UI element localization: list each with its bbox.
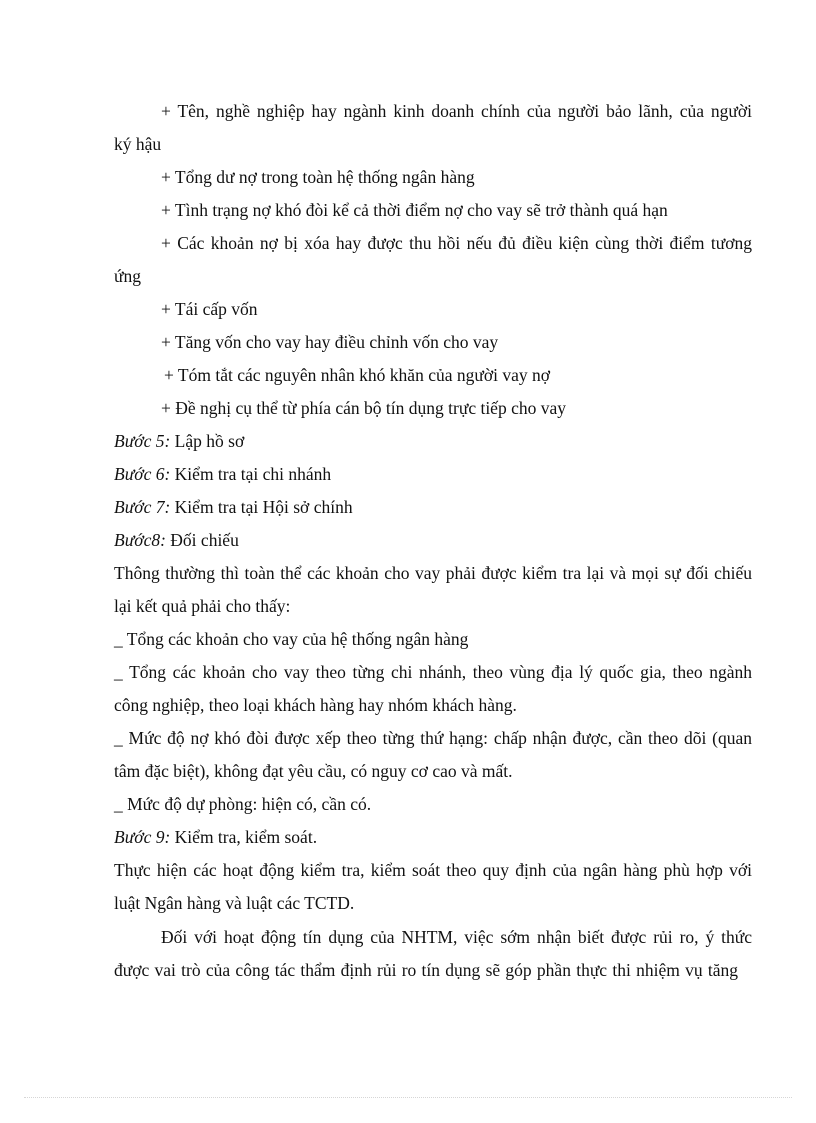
paragraph-line: + Tăng vốn cho vay hay điều chỉnh vốn cho vay xyxy=(161,332,499,352)
step-text: Kiểm tra tại chi nhánh xyxy=(170,464,332,484)
step-label: Bước 6: xyxy=(114,464,171,484)
step-label: Bước 5: xyxy=(114,431,171,451)
paragraph-line: ứng xyxy=(114,266,141,286)
step-8-line xyxy=(114,529,239,551)
step-text: Kiểm tra tại Hội sở chính xyxy=(170,497,353,517)
footer-divider xyxy=(24,1097,792,1098)
paragraph-line: + Tên, nghề nghiệp hay ngành kinh doanh chính của người bảo lãnh, của người xyxy=(161,101,752,121)
list-item: _ Mức độ dự phòng: hiện có, cần có. xyxy=(114,794,372,814)
paragraph-line: Đối với hoạt động tín dụng của NHTM, việc sớm nhận biết được rủi ro, ý thức xyxy=(161,927,752,947)
paragraph-line: lại kết quả phải cho thấy: xyxy=(114,596,291,616)
paragraph-line: được vai trò của công tác thẩm định rủi ro tín dụng sẽ góp phần thực thi nhiệm vụ tăng xyxy=(114,960,738,980)
step-label: Bước 9: xyxy=(114,827,171,847)
paragraph-line: Thực hiện các hoạt động kiểm tra, kiểm soát theo quy định của ngân hàng phù hợp với xyxy=(114,860,752,880)
paragraph-line: + Tái cấp vốn xyxy=(161,299,258,319)
paragraph-line: công nghiệp, theo loại khách hàng hay nhóm khách hàng. xyxy=(114,695,517,715)
step-text: Lập hồ sơ xyxy=(170,431,245,451)
paragraph-line: + Các khoản nợ bị xóa hay được thu hồi nếu đủ điều kiện cùng thời điểm tương xyxy=(161,233,752,253)
paragraph-line: luật Ngân hàng và luật các TCTD. xyxy=(114,893,355,913)
list-item: _ Tổng các khoản cho vay của hệ thống ngân hàng xyxy=(114,629,469,649)
step-text: Đối chiếu xyxy=(165,530,239,550)
step-5-line xyxy=(114,430,244,452)
step-label: Bước8: xyxy=(114,530,166,550)
step-6-line xyxy=(114,463,331,485)
paragraph-line: + Tổng dư nợ trong toàn hệ thống ngân hàng xyxy=(161,167,475,187)
paragraph-line: + Tình trạng nợ khó đòi kể cả thời điểm nợ cho vay sẽ trở thành quá hạn xyxy=(161,200,668,220)
paragraph-line: ký hậu xyxy=(114,134,162,154)
step-7-line xyxy=(114,496,353,518)
step-text: Kiểm tra, kiểm soát. xyxy=(170,827,318,847)
step-9-line xyxy=(114,826,317,848)
paragraph-line: + Đề nghị cụ thể từ phía cán bộ tín dụng trực tiếp cho vay xyxy=(161,398,566,418)
step-label: Bước 7: xyxy=(114,497,171,517)
paragraph-line: + Tóm tắt các nguyên nhân khó khăn của người vay nợ xyxy=(164,365,550,385)
list-item: _ Tổng các khoản cho vay theo từng chi nhánh, theo vùng địa lý quốc gia, theo ngành xyxy=(114,662,752,682)
paragraph-line: Thông thường thì toàn thể các khoản cho vay phải được kiểm tra lại và mọi sự đối chiếu xyxy=(114,563,752,583)
paragraph-line: tâm đặc biệt), không đạt yêu cầu, có nguy cơ cao và mất. xyxy=(114,761,513,781)
list-item: _ Mức độ nợ khó đòi được xếp theo từng thứ hạng: chấp nhận được, cần theo dõi (quan xyxy=(114,728,752,748)
